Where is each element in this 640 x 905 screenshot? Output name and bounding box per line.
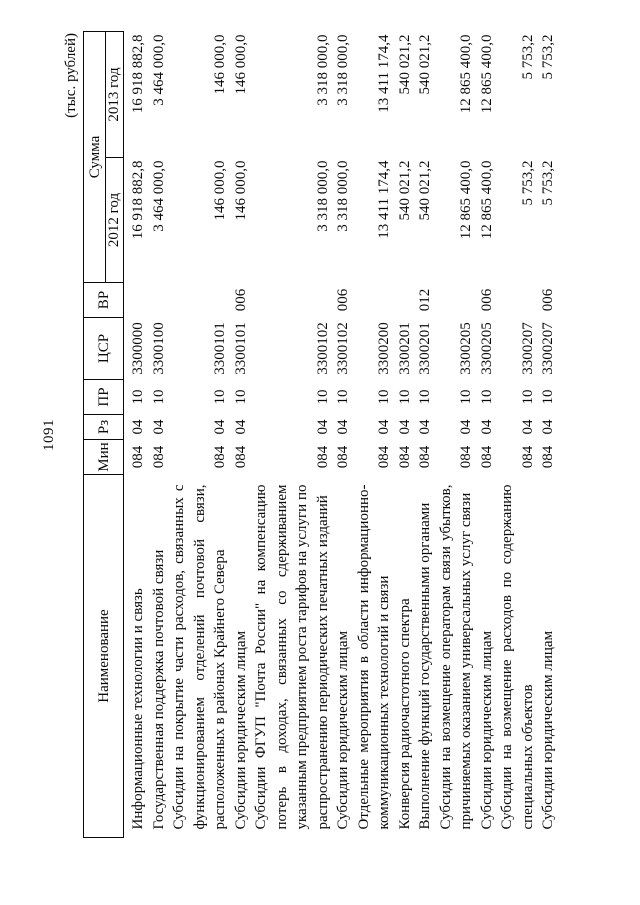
cell-y2013: 146 000,0 [212, 34, 228, 95]
header-rz: Рз [84, 415, 124, 440]
cell-min: 084 [314, 445, 331, 469]
table-row [169, 31, 231, 837]
table-header [84, 31, 124, 837]
cell-rz: 04 [540, 419, 556, 435]
header-name: Наименование [84, 475, 124, 838]
cell-y2012: 540 021,2 [417, 160, 433, 221]
cell-name: Субсидии юридическим лицам [540, 630, 556, 830]
cell-vr [169, 283, 231, 318]
cell-pr: 10 [150, 389, 167, 405]
cell-pr: 10 [335, 389, 351, 405]
cell-rz: 04 [519, 419, 536, 435]
cell-rz: 04 [150, 419, 167, 435]
cell-csr: 3300205 [478, 322, 495, 375]
cell-y2012: 3 318 000,0 [335, 160, 351, 232]
table-row [231, 31, 252, 837]
cell-pr: 10 [232, 389, 249, 405]
cell-y2012: 3 464 000,0 [150, 160, 167, 232]
cell-vr [124, 283, 149, 318]
cell-vr: 006 [335, 288, 351, 312]
cell-y2012: 3 318 000,0 [314, 160, 331, 232]
cell-name: Конверсия радиочастотного спектра [396, 598, 413, 830]
table-row [124, 31, 149, 837]
cell-rz: 04 [335, 419, 351, 435]
cell-y2012: 16 918 882,8 [130, 160, 146, 240]
cell-csr: 3300100 [150, 322, 167, 375]
cell-pr: 10 [212, 389, 228, 405]
cell-rz: 04 [458, 419, 474, 435]
cell-csr: 3300207 [540, 322, 556, 375]
cell-y2013: 12 865 400,0 [478, 34, 495, 114]
cell-min: 084 [376, 445, 392, 469]
cell-name: Субсидии на возмещение расходов по содержанию специальных объектов [499, 484, 536, 830]
cell-min: 084 [150, 445, 167, 469]
cell-pr: 10 [478, 389, 495, 405]
table-body [124, 31, 559, 837]
header-csr: ЦСР [84, 318, 124, 380]
cell-y2013: 16 918 882,8 [130, 34, 146, 114]
cell-pr: 10 [540, 389, 556, 405]
table-row [477, 31, 498, 837]
cell-vr [251, 283, 333, 318]
cell-name: Информационные технологии и связь [130, 588, 146, 830]
cell-csr: 3300101 [232, 322, 249, 375]
cell-csr: 3300000 [130, 322, 146, 375]
table-row [415, 31, 436, 837]
cell-y2013: 540 021,2 [417, 34, 433, 95]
cell-rz: 04 [130, 419, 146, 435]
cell-name: Субсидии юридическим лицам [232, 630, 249, 830]
cell-pr: 10 [130, 389, 146, 405]
header-vr: ВР [84, 283, 124, 318]
table-row [251, 31, 333, 837]
budget-table [83, 31, 559, 838]
cell-pr: 10 [314, 389, 331, 405]
cell-y2013: 3 318 000,0 [335, 34, 351, 106]
cell-min: 084 [478, 445, 495, 469]
table-row [436, 31, 477, 837]
cell-min: 084 [335, 445, 351, 469]
header-year-2012: 2012 год [106, 158, 124, 283]
cell-name: Субсидии на возмещение операторам связи убытков, причиняемых оказанием универсальных услуг связи [437, 484, 474, 830]
cell-pr: 10 [519, 389, 536, 405]
cell-min: 084 [232, 445, 249, 469]
cell-csr: 3300101 [212, 322, 228, 375]
cell-y2013: 3 464 000,0 [150, 34, 167, 106]
units-note: (тыс. рублей) [63, 33, 79, 118]
header-pr: ПР [84, 380, 124, 415]
cell-y2012: 146 000,0 [212, 160, 228, 221]
cell-vr [395, 283, 416, 318]
cell-name: Государственная поддержка почтовой связи [150, 549, 167, 830]
cell-y2013: 5 753,2 [540, 34, 556, 80]
page-content [0, 32, 559, 905]
cell-y2013: 13 411 174,4 [376, 34, 392, 113]
cell-y2012: 12 865 400,0 [458, 160, 474, 240]
table-row [497, 31, 538, 837]
cell-y2012: 13 411 174,4 [376, 160, 392, 239]
cell-y2012: 540 021,2 [396, 160, 413, 221]
cell-min: 084 [458, 445, 474, 469]
cell-rz: 04 [478, 419, 495, 435]
cell-y2012: 5 753,2 [519, 160, 536, 206]
cell-rz: 04 [232, 419, 249, 435]
cell-csr: 3300102 [335, 322, 351, 375]
cell-vr [436, 283, 477, 318]
cell-y2012: 12 865 400,0 [478, 160, 495, 240]
cell-min: 084 [396, 445, 413, 469]
cell-y2013: 12 865 400,0 [458, 34, 474, 114]
cell-name: Субсидии ФГУП "Почта России" на компенсацию потерь в доходах, связанных со сдерживанием указанным предприятием роста тарифов на услуги по распространению периодических печатных изданий [253, 484, 331, 830]
page-number: 1091 [41, 419, 57, 451]
cell-min: 084 [212, 445, 228, 469]
cell-min: 084 [519, 445, 536, 469]
cell-rz: 04 [376, 419, 392, 435]
cell-vr [149, 283, 170, 318]
cell-pr: 10 [458, 389, 474, 405]
cell-name: Субсидии юридическим лицам [478, 630, 495, 830]
cell-name: Субсидии на покрытие части расходов, связанных с функционированием отделений почтовой связи, расположенных в районах Крайнего Севера [171, 484, 228, 830]
cell-vr [354, 283, 395, 318]
cell-pr: 10 [396, 389, 413, 405]
cell-csr: 3300201 [417, 322, 433, 375]
cell-rz: 04 [212, 419, 228, 435]
cell-name: Отдельные мероприятия в области информационно-коммуникационных технологий и связи [355, 484, 392, 830]
cell-csr: 3300207 [519, 322, 536, 375]
cell-csr: 3300205 [458, 322, 474, 375]
cell-csr: 3300102 [314, 322, 331, 375]
table-row [354, 31, 395, 837]
cell-name: Выполнение функций государственными органами [417, 502, 433, 830]
cell-vr: 006 [478, 288, 495, 312]
cell-csr: 3300200 [376, 322, 392, 375]
cell-name: Субсидии юридическим лицам [335, 630, 351, 830]
cell-min: 084 [417, 445, 433, 469]
cell-csr: 3300201 [396, 322, 413, 375]
cell-y2013: 146 000,0 [232, 34, 249, 95]
table-row [149, 31, 170, 837]
table-row [395, 31, 416, 837]
cell-rz: 04 [314, 419, 331, 435]
header-year-2013: 2013 год [106, 31, 124, 157]
cell-vr [497, 283, 538, 318]
cell-vr: 006 [540, 288, 556, 312]
cell-pr: 10 [417, 389, 433, 405]
cell-vr: 012 [417, 288, 433, 312]
cell-y2012: 146 000,0 [232, 160, 249, 221]
cell-min: 084 [540, 445, 556, 469]
header-min: Мин [84, 440, 124, 475]
cell-rz: 04 [396, 419, 413, 435]
cell-pr: 10 [376, 389, 392, 405]
cell-y2012: 5 753,2 [540, 160, 556, 206]
cell-min: 084 [130, 445, 146, 469]
table-row [333, 31, 354, 837]
cell-rz: 04 [417, 419, 433, 435]
cell-y2013: 3 318 000,0 [314, 34, 331, 106]
header-sum: Сумма [84, 31, 106, 282]
cell-y2013: 540 021,2 [396, 34, 413, 95]
cell-vr: 006 [232, 288, 249, 312]
table-row [538, 31, 559, 837]
cell-y2013: 5 753,2 [519, 34, 536, 80]
